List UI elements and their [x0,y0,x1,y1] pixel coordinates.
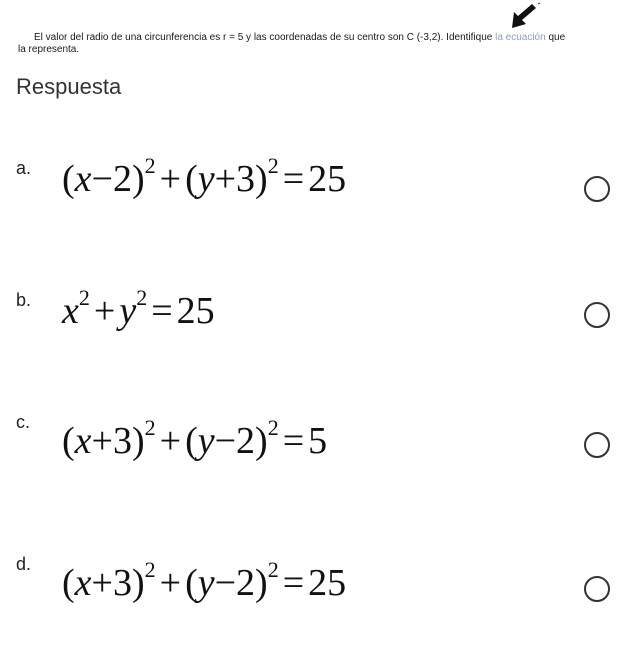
option-d [0,550,638,640]
question-text-faded: la ecuación [492,32,546,43]
option-b [0,282,638,372]
option-c-radio[interactable] [584,432,610,458]
question-text-part3: que [545,32,566,43]
option-c [0,408,638,498]
option-letter: c. [16,412,31,432]
option-letter: d. [16,554,32,574]
pointer-arrow-icon [508,2,542,32]
question-text-line2: la representa. [18,44,80,55]
option-a [0,148,638,238]
option-d-formula: $(x+3)^2 + (y-2)^2 = 25$ [62,557,347,604]
option-d-radio[interactable] [584,576,610,602]
option-a-radio[interactable] [584,176,610,202]
question-text-part1: El valor del radio de una circunferencia es r = 5 y las coordenadas de su centro son C (-3,2). Identifique [34,32,493,43]
option-letter: b. [16,290,32,310]
option-b-formula: $x^2 + y^2 = 25$ [62,285,215,332]
option-a-formula: $(x-2)^2 + (y+3)^2 = 25$ [62,153,347,200]
option-c-formula: $(x+3)^2 + (y-2)^2 = 5$ [62,415,328,462]
question-text [18,32,608,56]
option-letter: a. [16,158,32,178]
answer-heading: Respuesta [16,74,122,99]
option-b-radio[interactable] [584,302,610,328]
